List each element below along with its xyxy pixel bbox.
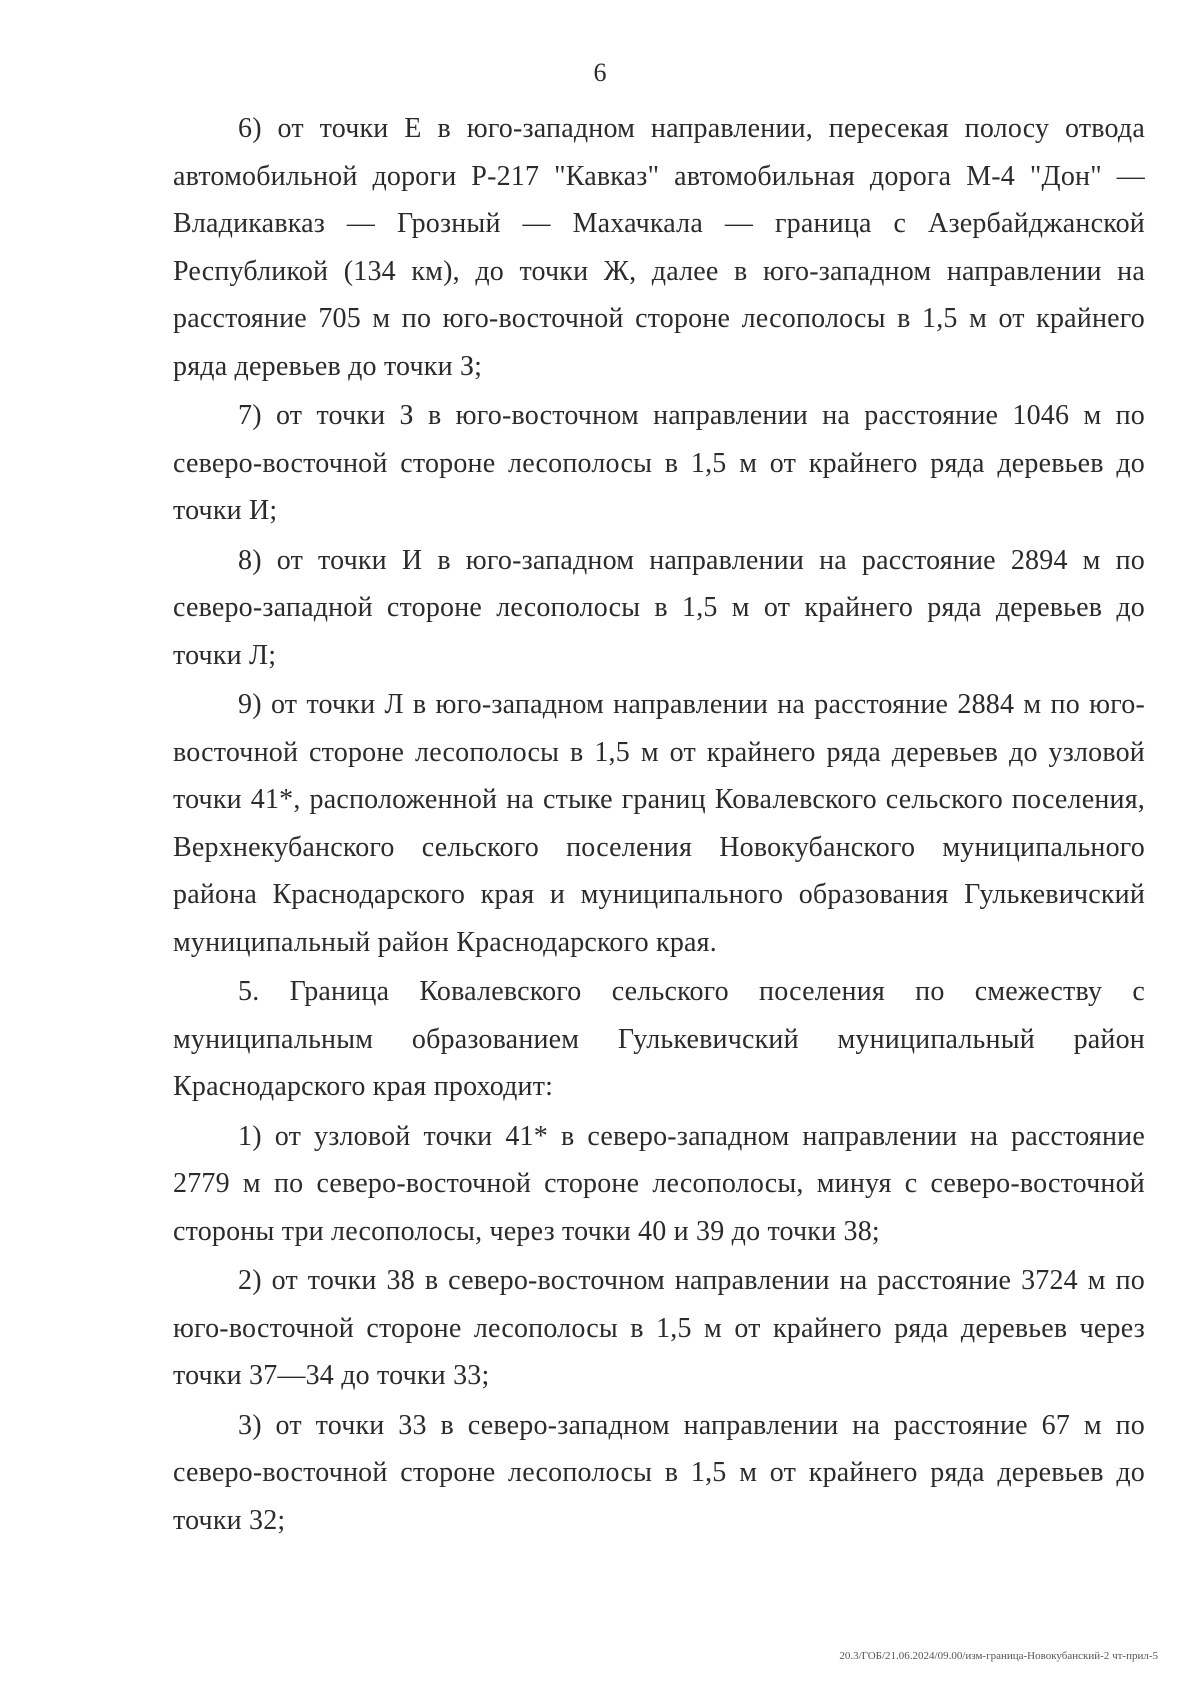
paragraph-item-7: 7) от точки З в юго-восточном направлении на расстояние 1046 м по северо-восточной стороне лесополосы в 1,5 м от крайнего ряда деревьев до точки И; bbox=[173, 400, 1145, 526]
paragraph-item-8: 8) от точки И в юго-западном направлении на расстояние 2894 м по северо-западной стороне лесополосы в 1,5 м от крайнего ряда деревьев до точки Л; bbox=[173, 544, 1145, 671]
page-number: 6 bbox=[593, 58, 607, 87]
paragraph-item-6: 6) от точки Е в юго-западном направлении, пересекая полосу отвода автомобильной дороги Р-217 "Кавказ" автомобильная дорога М-4 "Дон" — Владикавказ — Грозный — Махачкала — граница с Азербайджанской Республикой (134 км), до точки Ж, далее в юго-западном направлении на расстояние 705 м по юго-восточной стороне лесополосы в 1,5 м от крайнего ряда деревьев до точки З; bbox=[173, 113, 1145, 382]
footer-file-path: 20.3/ГОБ/21.06.2024/09.00/изм-граница-Новокубанский-2 чт-прил-5 bbox=[839, 1650, 1158, 1662]
paragraph-subitem-3: 3) от точки 33 в северо-западном направлении на расстояние 67 м по северо-восточной стороне лесополосы в 1,5 м от крайнего ряда деревьев до точки 32; bbox=[173, 1409, 1145, 1536]
paragraph-subitem-1: 1) от узловой точки 41* в северо-западном направлении на расстояние 2779 м по северо-восточной стороне лесополосы, минуя с северо-восточной стороны три лесополосы, через точки 40 и 39 до точки 38; bbox=[173, 1120, 1145, 1247]
paragraph-item-9: 9) от точки Л в юго-западном направлении на расстояние 2884 м по юго-восточной стороне лесополосы в 1,5 м от крайнего ряда деревьев до узловой точки 41*, расположенной на стыке границ Ковалевского сельского поселения, Верхнекубанского сельского поселения Новокубанского муниципального района Краснодарского края и муниципального образования Гулькевичский муниципальный район Краснодарского края. bbox=[173, 689, 1145, 958]
paragraph-subitem-2: 2) от точки 38 в северо-восточном направлении на расстояние 3724 м по юго-восточной стороне лесополосы в 1,5 м от крайнего ряда деревьев через точки 37—34 до точки 33; bbox=[173, 1265, 1145, 1391]
document-body bbox=[173, 105, 1145, 1546]
section-5-heading-paragraph: 5. Граница Ковалевского сельского поселения по смежеству с муниципальным образованием Гулькевичский муниципальный район Краснодарского края проходит: bbox=[173, 976, 1145, 1102]
